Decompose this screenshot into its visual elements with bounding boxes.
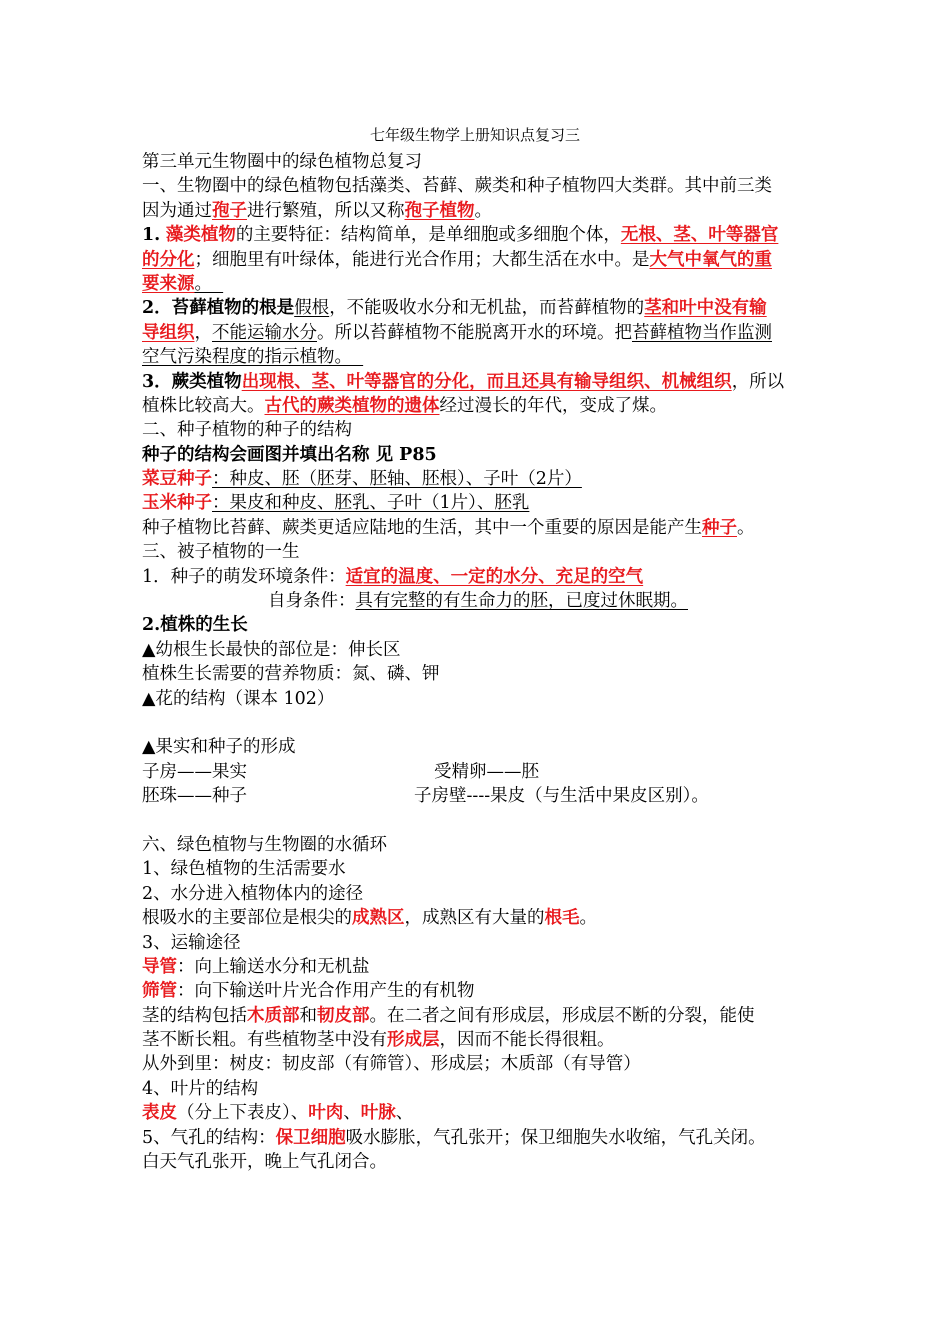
intro-line-1: 一、生物圈中的绿色植物包括藻类、苔藓、蕨类和种子植物四大类群。其中前三类: [142, 176, 772, 197]
germination-env-line: 1．种子的萌发环境条件：适宜的温度、一定的水分、充足的空气: [142, 566, 644, 587]
term-bean-seed: 菜豆种子: [142, 469, 212, 490]
root-growth-line: ▲幼根生长最快的部位是：伸长区: [142, 639, 401, 660]
section-2-heading: 二、种子植物的种子的结构: [142, 420, 352, 441]
term-xylem: 木质部: [247, 1005, 300, 1026]
section-6-heading: 六、绿色植物与生物圈的水循环: [142, 834, 387, 855]
term-germination-env: 适宜的温度、一定的水分、充足的空气: [345, 566, 644, 587]
document-body: [142, 150, 814, 1174]
fern-line-1: 3．蕨类植物出现根、茎、叶等器官的分化，而且还具有输导组织、机械组织，所以: [142, 371, 785, 392]
term-fern-organs: 出现根、茎、叶等器官的分化，而且还具有输导组织、机械组织: [241, 371, 732, 392]
nutrient-line: 植株生长需要的营养物质：氮、磷、钾: [142, 664, 440, 685]
moss-line-2: 导组织，不能运输水分。所以苔藓植物不能脱离开水的环境。把苔藓植物当作监测: [142, 322, 772, 343]
document-title: 七年级生物学上册知识点复习三: [369, 126, 580, 144]
term-spore-plant: 孢子植物: [404, 200, 475, 221]
fern-line-2: 植株比较高大。古代的蕨类植物的遗体经过漫长的年代，变成了煤。: [142, 395, 667, 416]
algae-line-2: 的分化；细胞里有叶绿体，能进行光合作用；大都生活在水中。是大气中氧气的重: [142, 249, 772, 270]
water-point-3: 3、运输途径: [142, 932, 241, 953]
fruit-pair-2: 胚珠——种子 子房壁----果皮（与生活中果皮区别）。: [142, 786, 709, 807]
term-corn-seed: 玉米种子: [142, 493, 212, 514]
fruit-heading: ▲果实和种子的形成: [142, 737, 296, 758]
term-mesophyll: 叶肉: [308, 1103, 344, 1124]
growth-heading: 2.植株的生长: [142, 615, 248, 636]
water-point-1: 1、绿色植物的生活需要水: [142, 859, 346, 880]
corn-seed-line: 玉米种子：果皮和种皮、胚乳、子叶（1片）、胚乳: [142, 493, 530, 514]
term-oxygen-source: 大气中氧气的重: [649, 249, 772, 270]
term-sieve-tube: 筛管: [142, 981, 177, 1002]
term-no-conducting-tissue: 茎和叶中没有输: [644, 298, 767, 319]
water-point-4: 4、叶片的结构: [142, 1078, 259, 1099]
absorption-line: 根吸水的主要部位是根尖的成熟区，成熟区有大量的根毛。: [142, 908, 597, 929]
algae-line-1: 1. 藻类植物的主要特征：结构简单，是单细胞或多细胞个体，无根、茎、叶等器官: [142, 225, 779, 246]
section-3-heading: 三、被子植物的一生: [142, 542, 300, 563]
germination-self-line: 自身条件：具有完整的有生命力的胚，已度过休眠期。: [268, 591, 688, 612]
term-algae: 藻类植物: [165, 225, 236, 246]
unit-title: 第三单元生物圈中的绿色植物总复习: [142, 152, 422, 172]
flower-line: ▲花的结构（课本 102）: [142, 688, 335, 709]
algae-line-3: 要来源。: [142, 273, 212, 294]
stem-line-1: 茎的结构包括木质部和韧皮部。在二者之间有形成层，形成层不断的分裂，能使: [142, 1005, 755, 1026]
stoma-line-1: 5、气孔的结构：保卫细胞吸水膨胀，气孔张开；保卫细胞失水收缩，气孔关闭。: [142, 1127, 766, 1148]
vessel-line: 导管：向上输送水分和无机盐: [142, 956, 370, 977]
moss-line-3: 空气污染程度的指示植物。: [142, 347, 352, 368]
seed-drawing-note: 种子的结构会画图并填出名称 见 P85: [142, 444, 437, 465]
moss-line-1: 2．苔藓植物的根是假根，不能吸收水分和无机盐，而苔藓植物的茎和叶中没有输: [142, 298, 767, 319]
bean-seed-line: 菜豆种子：种皮、胚（胚芽、胚轴、胚根）、子叶（2片）: [142, 469, 582, 490]
term-spore: 孢子: [212, 200, 247, 221]
stem-order-line: 从外到里：树皮：韧皮部（有筛管）、形成层；木质部（有导管）: [142, 1054, 641, 1075]
term-vessel: 导管: [142, 956, 177, 977]
intro-line-2: 因为通过孢子进行繁殖，所以又称孢子植物。: [142, 200, 492, 221]
sieve-line: 筛管：向下输送叶片光合作用产生的有机物: [142, 981, 475, 1002]
fruit-pair-1: 子房——果实 受精卵——胚: [142, 761, 539, 782]
stoma-line-2: 白天气孔张开，晚上气孔闭合。: [142, 1152, 387, 1173]
stem-line-2: 茎不断长粗。有些植物茎中没有形成层，因而不能长得很粗。: [142, 1030, 615, 1051]
term-phloem: 韧皮部: [317, 1005, 370, 1026]
term-maturation-zone: 成熟区: [352, 908, 405, 929]
term-vein: 叶脉: [360, 1103, 396, 1124]
term-root-hair: 根毛: [544, 908, 580, 929]
term-seed: 种子: [702, 517, 737, 538]
term-epidermis: 表皮: [142, 1103, 177, 1124]
term-guard-cell: 保卫细胞: [275, 1127, 346, 1148]
seed-adaptation-line: 种子植物比苔藓、蕨类更适应陆地的生活，其中一个重要的原因是能产生种子。: [142, 517, 755, 538]
leaf-structure-line: 表皮（分上下表皮）、叶肉、叶脉、: [142, 1103, 414, 1124]
term-no-organs: 无根、茎、叶等器官: [620, 225, 779, 246]
term-ancient-fern: 古代的蕨类植物的遗体: [264, 395, 440, 416]
term-cambium: 形成层: [387, 1030, 440, 1051]
water-point-2: 2、水分进入植物体内的途径: [142, 883, 364, 904]
